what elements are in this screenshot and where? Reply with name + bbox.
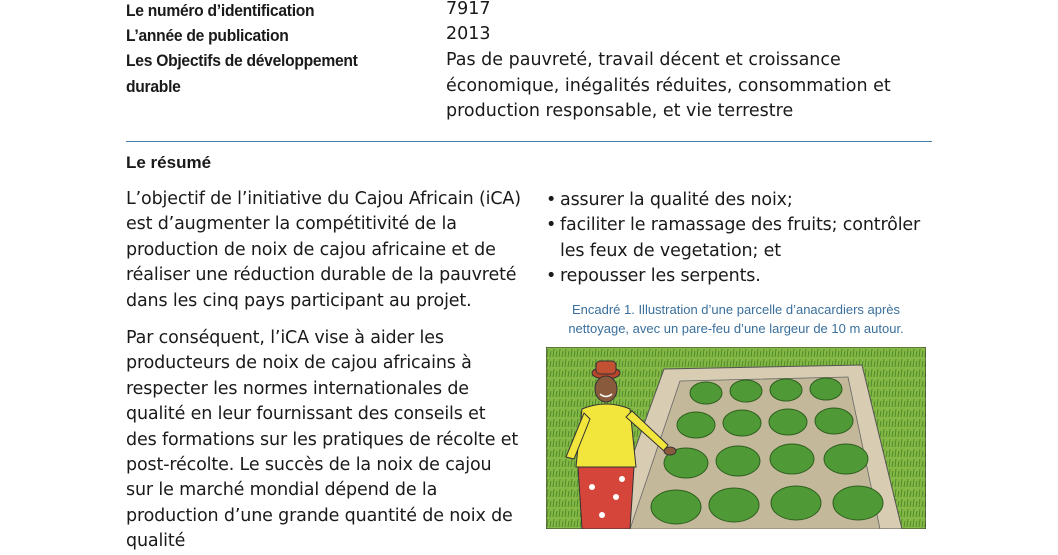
cashew-plot-illustration	[546, 347, 926, 529]
summary-heading: Le résumé	[126, 153, 212, 172]
year-label: L’année de publication	[126, 26, 289, 45]
summary-paragraph-2: Par conséquent, l’iCA vise à aider les producteurs de noix de cajou africains à respecter les normes internationales de qualité en leur fournissant des conseils et des formations sur les pratiques de récolte et post-récolte. Le succès de la noix de cajou sur le marché mondial dépend de la production d’une grande quantité de noix de qualité	[126, 328, 519, 552]
figure-caption: Encadré 1. Illustration d’une parcelle d’anacardiers après nettoyage, avec un pare-feu d’une largeur de 10 m autour.	[568, 302, 904, 336]
bullet-list	[546, 188, 936, 290]
id-label: Le numéro d’identification	[126, 1, 315, 20]
sdg-label-line1: Les Objectifs de développement	[126, 51, 358, 70]
summary-paragraph-1: L’objectif de l’initiative du Cajou Africain (iCA) est d’augmenter la compétitivité de la production de noix de cajou africaine et de réaliser une réduction durable de la pauvreté dans les cinq pays participant au projet.	[126, 189, 521, 311]
id-value: 7917	[446, 0, 491, 19]
bullet-item: • assurer la qualité des noix;	[546, 188, 936, 213]
sdg-label-line2: durable	[126, 77, 181, 96]
year-value: 2013	[446, 24, 491, 44]
bullet-item: • faciliter le ramassage des fruits; contrôler les feux de vegetation; et	[546, 213, 936, 264]
bullet-item: • repousser les serpents.	[546, 264, 936, 289]
sdg-value: Pas de pauvreté, travail décent et croissance économique, inégalités réduites, consommation et production responsable, et vie terrestre	[446, 50, 891, 121]
section-divider	[126, 141, 932, 142]
